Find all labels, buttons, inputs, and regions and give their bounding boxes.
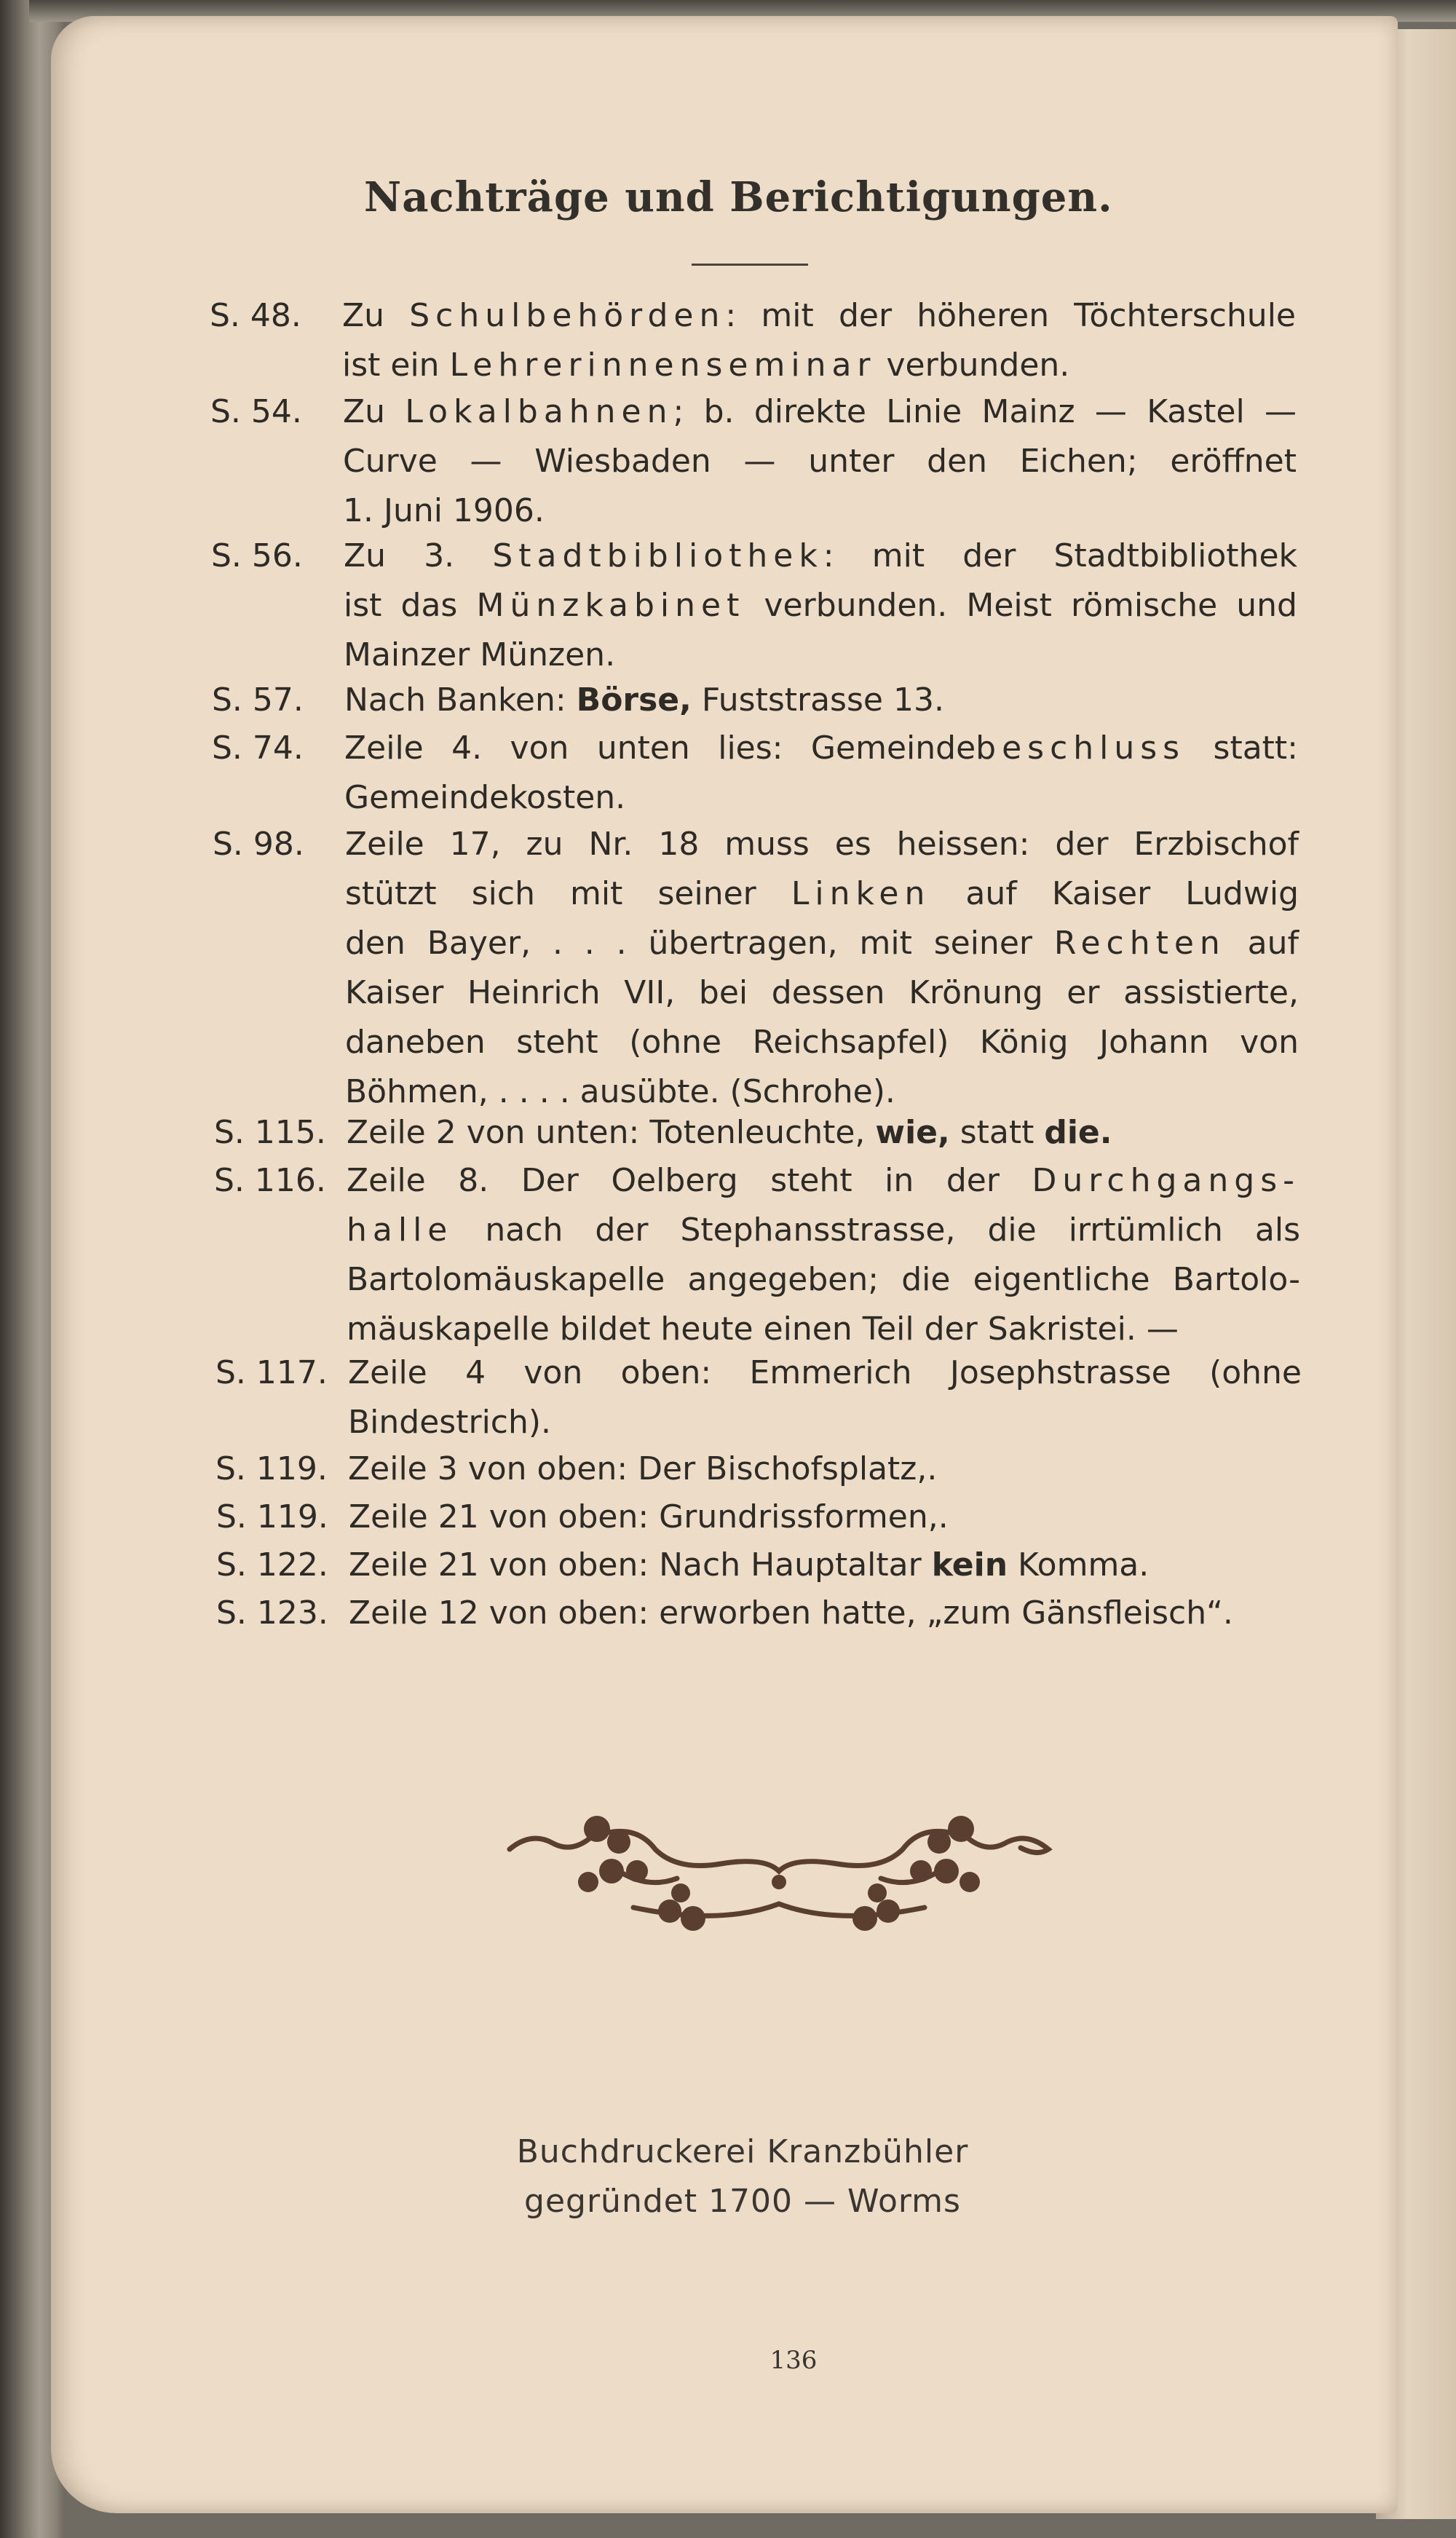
errata-line (344, 630, 1297, 680)
text-run: Zu 3. (344, 537, 493, 574)
errata-line (344, 724, 1298, 773)
text-run: Zeile 12 von oben: erworben hatte, „zum Gänsfleisch“. (349, 1594, 1233, 1632)
text-run: nach der Stephansstrasse, die irrtümlich als (453, 1211, 1300, 1249)
errata-line (347, 1206, 1300, 1255)
errata-page-ref: S. 117. (215, 1354, 328, 1391)
errata-text (343, 387, 1297, 536)
text-run: mäuskapelle bildet heute einen Teil der Sakristei. — (347, 1310, 1179, 1348)
errata-text (349, 1493, 1302, 1542)
errata-line (345, 919, 1299, 968)
printer-founded: gegründet 1700 — Worms (524, 2183, 961, 2220)
bold-text: kein (931, 1546, 1008, 1584)
text-run: Zeile 2 von unten: Totenleuchte, (347, 1114, 876, 1151)
errata-page-ref: S. 48. (210, 297, 301, 334)
text-run: ist ein (342, 347, 450, 384)
spaced-emphasis-text: Durchgangs- (1032, 1162, 1300, 1199)
errata-line (343, 387, 1297, 437)
text-run: den Bayer, . . . übertragen, mit seiner (345, 925, 1054, 962)
title-rule (692, 264, 808, 266)
text-run: Zeile 4 von oben: Emmerich Josephstrasse (ohne (348, 1354, 1302, 1391)
text-run: Nach Banken: (344, 681, 577, 719)
bold-text: wie, (875, 1114, 950, 1151)
text-run: : mit der höheren Töchterschule (725, 297, 1296, 334)
errata-line (345, 869, 1299, 919)
page-number: 136 (769, 2346, 818, 2375)
errata-line (347, 1255, 1300, 1305)
errata-line (347, 1305, 1300, 1354)
errata-page-ref: S. 56. (211, 537, 303, 574)
errata-line (344, 676, 1298, 725)
errata-page-ref: S. 116. (214, 1162, 326, 1199)
errata-text (344, 531, 1297, 680)
errata-line (344, 581, 1297, 630)
printer-name: Buchdruckerei Kranzbühler (516, 2133, 969, 2170)
errata-page-ref: S. 115. (214, 1114, 326, 1151)
errata-text (348, 1444, 1302, 1494)
page-title: Nachträge und Berichtigungen. (364, 173, 1113, 221)
spaced-emphasis-text: halle (347, 1211, 454, 1249)
errata-line (349, 1541, 1302, 1590)
text-run: auf (1225, 925, 1299, 962)
text-run: ; b. direkte Linie Mainz — Kastel — (673, 393, 1297, 430)
errata-line (347, 1108, 1300, 1158)
errata-text (344, 724, 1298, 823)
text-run: Zeile 8. Der Oelberg steht in der (347, 1162, 1032, 1199)
errata-page-ref: S. 74. (212, 730, 304, 767)
text-run: Kaiser Heinrich VII, bei dessen Krönung er assistierte, (345, 974, 1299, 1011)
errata-line (347, 1156, 1300, 1206)
spaced-emphasis-text: Lehrerinnenseminar (449, 347, 877, 384)
errata-text (345, 820, 1299, 1117)
errata-text (344, 676, 1298, 725)
text-run: Zeile 3 von oben: Der Bischofsplatz,. (348, 1450, 938, 1487)
errata-text (347, 1156, 1300, 1354)
text-run: Komma. (1008, 1546, 1150, 1584)
errata-text (349, 1541, 1302, 1590)
errata-line (345, 968, 1299, 1018)
text-run: Curve — Wiesbaden — unter den Eichen; eröffnet (343, 443, 1297, 480)
spaced-emphasis-text: beschluss (976, 730, 1186, 767)
errata-page-ref: S. 57. (212, 681, 304, 719)
text-run: statt: (1185, 730, 1298, 767)
text-run: stützt sich mit seiner (345, 875, 791, 912)
text-run: verbunden. Meist römische und (745, 587, 1297, 624)
errata-line (345, 820, 1299, 869)
text-run: Bindestrich). (348, 1404, 552, 1441)
errata-page-ref: S. 54. (210, 393, 302, 430)
errata-line (349, 1493, 1302, 1542)
errata-line (348, 1444, 1302, 1494)
text-run: Böhmen, . . . . ausübte. (Schrohe). (345, 1073, 895, 1110)
bold-text: die. (1044, 1114, 1112, 1151)
text-run: daneben steht (ohne Reichsapfel) König Johann von (345, 1024, 1299, 1061)
errata-line (344, 531, 1297, 581)
errata-page-ref: S. 119. (216, 1498, 328, 1535)
spaced-emphasis-text: Lokalbahnen (405, 393, 673, 430)
errata-page-ref: S. 119. (215, 1450, 328, 1487)
text-run: Fuststrasse 13. (691, 681, 944, 719)
floral-ornament (502, 1762, 1056, 1937)
errata-text (348, 1348, 1302, 1447)
text-run: ist das (344, 587, 477, 624)
errata-text (349, 1589, 1302, 1638)
text-run: statt (949, 1114, 1045, 1151)
spaced-emphasis-text: Schulbehörden (409, 297, 726, 334)
text-run: 1. Juni 1906. (343, 492, 545, 529)
errata-line (348, 1398, 1302, 1447)
text-run: : mit der Stadtbibliothek (823, 537, 1297, 574)
text-run: Zeile 21 von oben: Grundrissformen,. (349, 1498, 949, 1535)
errata-page-ref: S. 122. (216, 1546, 328, 1584)
text-run: Bartolomäuskapelle angegeben; die eigentliche Bartolo- (347, 1261, 1300, 1298)
errata-line (342, 291, 1296, 341)
spaced-emphasis-text: Rechten (1053, 925, 1226, 962)
text-run: Zeile 4. von unten lies: Gemeinde (344, 730, 976, 767)
errata-line (349, 1589, 1302, 1638)
errata-line (343, 437, 1297, 486)
errata-line (345, 1018, 1299, 1067)
errata-text (342, 291, 1296, 390)
text-run: auf Kaiser Ludwig (930, 875, 1299, 912)
errata-line (344, 773, 1298, 823)
errata-line (343, 486, 1297, 536)
text-run: verbunden. (876, 347, 1070, 384)
text-run: Mainzer Münzen. (344, 636, 616, 673)
text-run: Gemeindekosten. (344, 779, 626, 816)
spaced-emphasis-text: Stadtbibliothek (492, 537, 823, 574)
text-run: Zu (342, 297, 410, 334)
errata-line (348, 1348, 1302, 1398)
errata-text (347, 1108, 1300, 1158)
text-run: Zu (343, 393, 405, 430)
text-run: Zeile 21 von oben: Nach Hauptaltar (349, 1546, 932, 1584)
errata-page-ref: S. 98. (213, 826, 304, 863)
spaced-emphasis-text: Münzkabinet (476, 587, 745, 624)
text-run: Zeile 17, zu Nr. 18 muss es heissen: der Erzbischof (345, 826, 1299, 863)
errata-line (342, 341, 1296, 390)
spaced-emphasis-text: Linken (791, 875, 931, 912)
bold-text: Börse, (576, 681, 692, 719)
errata-page-ref: S. 123. (216, 1594, 328, 1632)
